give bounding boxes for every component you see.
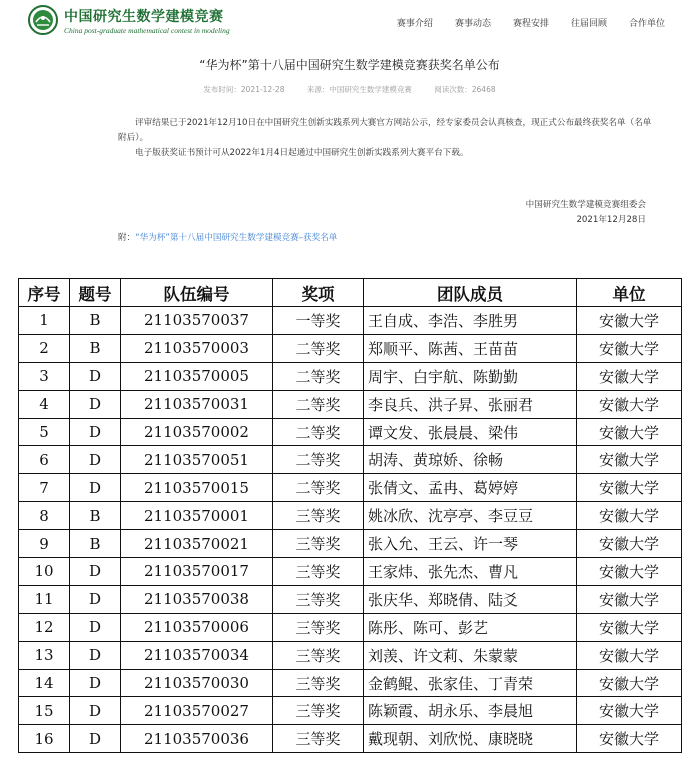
cell-col-problem: B [70, 307, 121, 335]
article-paragraph: 电子版获奖证书预计可从2022年1月4日起通过中国研究生创新实践系列大赛平台下载。 [135, 148, 469, 158]
nav-item-schedule[interactable]: 赛程安排 [512, 19, 549, 29]
cell-col-award: 二等奖 [273, 390, 364, 418]
main-nav [397, 16, 665, 29]
article-title: “华为杯”第十八届中国研究生数学建模竞赛获奖名单公布 [199, 58, 500, 72]
cell-col-award: 三等奖 [273, 669, 364, 697]
cell-col-index: 9 [19, 530, 70, 558]
header-row [19, 279, 682, 307]
cell-col-unit: 安徽大学 [577, 334, 682, 362]
cell-col-index: 8 [19, 502, 70, 530]
table-row [19, 334, 682, 362]
cell-col-award: 二等奖 [273, 446, 364, 474]
table-row [19, 669, 682, 697]
cell-col-award: 二等奖 [273, 362, 364, 390]
table-row [19, 362, 682, 390]
cell-col-unit: 安徽大学 [577, 613, 682, 641]
cell-col-unit: 安徽大学 [577, 585, 682, 613]
cell-col-team-id: 21103570034 [121, 641, 273, 669]
table-row [19, 558, 682, 586]
cell-col-index: 7 [19, 474, 70, 502]
cell-col-members: 王家炜、张先杰、曹凡 [364, 558, 577, 586]
cell-col-problem: D [70, 697, 121, 725]
table-row [19, 641, 682, 669]
cell-col-team-id: 21103570001 [121, 502, 273, 530]
cell-col-problem: D [70, 585, 121, 613]
cell-col-problem: D [70, 725, 121, 753]
cell-col-members: 李良兵、洪子昇、张丽君 [364, 390, 577, 418]
table-row [19, 613, 682, 641]
nav-item-history[interactable]: 往届回顾 [570, 19, 607, 29]
table-body [19, 307, 682, 753]
cell-col-index: 15 [19, 697, 70, 725]
cell-col-problem: B [70, 530, 121, 558]
cell-col-team-id: 21103570017 [121, 558, 273, 586]
cell-col-award: 三等奖 [273, 558, 364, 586]
cell-col-team-id: 21103570037 [121, 307, 273, 335]
cell-col-award: 二等奖 [273, 418, 364, 446]
view-count: 阅读次数：26468 [434, 85, 496, 94]
cell-col-index: 3 [19, 362, 70, 390]
table-row [19, 390, 682, 418]
table-row [19, 697, 682, 725]
cell-col-team-id: 21103570051 [121, 446, 273, 474]
nav-item-intro[interactable]: 赛事介绍 [396, 19, 433, 29]
cell-col-unit: 安徽大学 [577, 697, 682, 725]
cell-col-index: 4 [19, 390, 70, 418]
cell-col-members: 陈彤、陈可、彭艺 [364, 613, 577, 641]
table-row [19, 585, 682, 613]
cell-col-award: 一等奖 [273, 307, 364, 335]
cell-col-team-id: 21103570005 [121, 362, 273, 390]
header-col-index: 序号 [19, 279, 70, 307]
cell-col-unit: 安徽大学 [577, 474, 682, 502]
cell-col-problem: D [70, 558, 121, 586]
cell-col-award: 二等奖 [273, 474, 364, 502]
cell-col-index: 6 [19, 446, 70, 474]
cell-col-unit: 安徽大学 [577, 725, 682, 753]
cell-col-members: 郑顺平、陈茜、王苗苗 [364, 334, 577, 362]
cell-col-team-id: 21103570031 [121, 390, 273, 418]
cell-col-team-id: 21103570030 [121, 669, 273, 697]
header-col-team-id: 队伍编号 [121, 279, 273, 307]
article-paragraph: 评审结果已于2021年12月10日在中国研究生创新实践系列大赛官方网站公示，经专家委员会认真核查，现正式公布最终获奖名单（名单附后）。 [118, 118, 652, 143]
table-row [19, 502, 682, 530]
cell-col-unit: 安徽大学 [577, 558, 682, 586]
cell-col-team-id: 21103570027 [121, 697, 273, 725]
site-header [0, 0, 699, 42]
cell-col-members: 金鹤鲲、张家佳、丁青荣 [364, 669, 577, 697]
cell-col-index: 11 [19, 585, 70, 613]
table-row [19, 418, 682, 446]
cell-col-problem: D [70, 418, 121, 446]
table-row [19, 446, 682, 474]
cell-col-index: 5 [19, 418, 70, 446]
cell-col-unit: 安徽大学 [577, 669, 682, 697]
header-col-problem: 题号 [70, 279, 121, 307]
cell-col-team-id: 21103570015 [121, 474, 273, 502]
cell-col-members: 王自成、李浩、李胜男 [364, 307, 577, 335]
cell-col-unit: 安徽大学 [577, 418, 682, 446]
award-table [18, 278, 682, 753]
cell-col-team-id: 21103570038 [121, 585, 273, 613]
cell-col-members: 姚冰欣、沈亭亭、李豆豆 [364, 502, 577, 530]
cell-col-problem: D [70, 474, 121, 502]
table-header [19, 279, 682, 307]
cell-col-members: 张入允、王云、许一琴 [364, 530, 577, 558]
cell-col-members: 戴现朝、刘欣悦、康晓晓 [364, 725, 577, 753]
cell-col-award: 三等奖 [273, 502, 364, 530]
cell-col-problem: D [70, 641, 121, 669]
table-row [19, 474, 682, 502]
cell-col-award: 三等奖 [273, 725, 364, 753]
cell-col-unit: 安徽大学 [577, 362, 682, 390]
attachment [118, 231, 337, 243]
signature-date: 2021年12月28日 [576, 215, 646, 225]
cell-col-team-id: 21103570003 [121, 334, 273, 362]
cell-col-award: 三等奖 [273, 697, 364, 725]
cell-col-problem: B [70, 334, 121, 362]
nav-item-news[interactable]: 赛事动态 [454, 19, 491, 29]
signature-org: 中国研究生数学建模竞赛组委会 [525, 200, 646, 210]
cell-col-problem: D [70, 613, 121, 641]
cell-col-index: 16 [19, 725, 70, 753]
site-subtitle: China post-graduate mathematical contest in modeling [64, 26, 230, 35]
cell-col-unit: 安徽大学 [577, 390, 682, 418]
header-col-award: 奖项 [273, 279, 364, 307]
table-row [19, 530, 682, 558]
attachment-link[interactable]: “华为杯”第十八届中国研究生数学建模竞赛–获奖名单 [135, 233, 338, 243]
cell-col-members: 张庆华、郑晓倩、陆爻 [364, 585, 577, 613]
cell-col-award: 三等奖 [273, 585, 364, 613]
cell-col-award: 三等奖 [273, 613, 364, 641]
header-col-members: 团队成员 [364, 279, 577, 307]
table-row [19, 307, 682, 335]
cell-col-members: 胡涛、黄琼娇、徐畅 [364, 446, 577, 474]
article-source: 来源：中国研究生数学建模竞赛 [306, 85, 412, 94]
attachment-prefix: 附： [118, 233, 136, 243]
cell-col-members: 陈颖霞、胡永乐、李晨旭 [364, 697, 577, 725]
header-col-unit: 单位 [577, 279, 682, 307]
contest-logo-icon[interactable] [28, 5, 58, 35]
cell-col-award: 三等奖 [273, 641, 364, 669]
cell-col-members: 谭文发、张晨晨、梁伟 [364, 418, 577, 446]
cell-col-award: 二等奖 [273, 334, 364, 362]
cell-col-problem: B [70, 502, 121, 530]
site-title[interactable]: 中国研究生数学建模竞赛 [64, 9, 224, 25]
nav-item-partners[interactable]: 合作单位 [628, 19, 665, 29]
cell-col-problem: D [70, 362, 121, 390]
cell-col-index: 10 [19, 558, 70, 586]
cell-col-problem: D [70, 446, 121, 474]
cell-col-award: 三等奖 [273, 530, 364, 558]
cell-col-index: 1 [19, 307, 70, 335]
cell-col-team-id: 21103570021 [121, 530, 273, 558]
cell-col-index: 12 [19, 613, 70, 641]
cell-col-team-id: 21103570006 [121, 613, 273, 641]
cell-col-index: 2 [19, 334, 70, 362]
article-meta [0, 84, 699, 95]
table-row [19, 725, 682, 753]
cell-col-members: 刘羡、许文莉、朱蒙蒙 [364, 641, 577, 669]
cell-col-members: 周宇、白宇航、陈勤勤 [364, 362, 577, 390]
publish-date: 发布时间：2021-12-28 [203, 85, 285, 94]
cell-col-unit: 安徽大学 [577, 641, 682, 669]
cell-col-unit: 安徽大学 [577, 502, 682, 530]
cell-col-index: 13 [19, 641, 70, 669]
cell-col-problem: D [70, 390, 121, 418]
cell-col-team-id: 21103570002 [121, 418, 273, 446]
cell-col-problem: D [70, 669, 121, 697]
cell-col-team-id: 21103570036 [121, 725, 273, 753]
cell-col-unit: 安徽大学 [577, 307, 682, 335]
cell-col-unit: 安徽大学 [577, 446, 682, 474]
cell-col-members: 张倩文、孟冉、葛婷婷 [364, 474, 577, 502]
cell-col-index: 14 [19, 669, 70, 697]
cell-col-unit: 安徽大学 [577, 530, 682, 558]
